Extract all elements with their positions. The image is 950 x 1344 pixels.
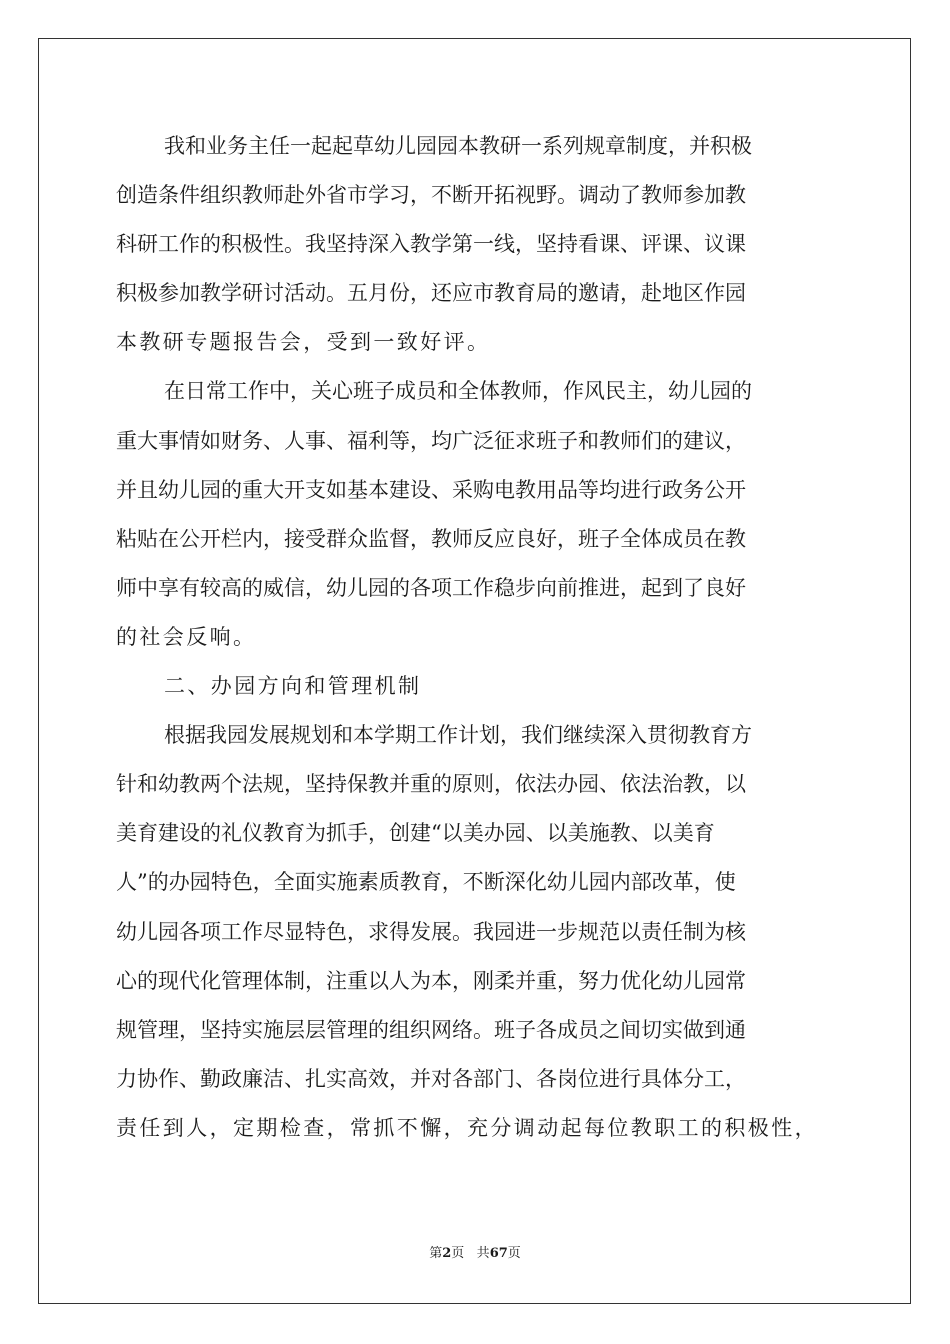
text-line: 力协作、勤政廉洁、扎实高效，并对各部门、各岗位进行具体分工， xyxy=(116,1066,746,1091)
text-line: 幼儿园各项工作尽显特色，求得发展。我园进一步规范以责任制为核 xyxy=(116,919,746,944)
text-line: 师中享有较高的威信，幼儿园的各项工作稳步向前推进，起到了良好 xyxy=(116,575,746,600)
text-line: 在日常工作中，关心班子成员和全体教师，作风民主，幼儿园的 xyxy=(164,379,752,404)
text-line: 责任到人，定期检查，常抓不懈，充分调动起每位教职工的积极性， xyxy=(116,1115,818,1140)
text-line: 重大事情如财务、人事、福利等，均广泛征求班子和教师们的建议， xyxy=(116,428,746,453)
text-line: 针和幼教两个法规，坚持保教并重的原则，依法办园、依法治教，以 xyxy=(116,772,746,797)
total-pages: 67 xyxy=(489,1246,508,1261)
page-number: 2 xyxy=(442,1246,452,1261)
total-prefix: 共 xyxy=(476,1246,490,1261)
text-line: 并且幼儿园的重大开支如基本建设、采购电教用品等均进行政务公开 xyxy=(116,477,746,502)
text-line: 的社会反响。 xyxy=(116,624,257,649)
text-line: 心的现代化管理体制，注重以人为本，刚柔并重，努力优化幼儿园常 xyxy=(116,968,746,993)
page-footer xyxy=(0,1246,950,1262)
text-line: 创造条件组织教师赴外省市学习，不断开拓视野。调动了教师参加教 xyxy=(116,183,746,208)
text-line: 规管理，坚持实施层层管理的组织网络。班子各成员之间切实做到通 xyxy=(116,1017,746,1042)
text-line: 人”的办园特色，全面实施素质教育，不断深化幼儿园内部改革，使 xyxy=(116,870,736,895)
document-body xyxy=(116,122,836,1153)
text-line: 科研工作的积极性。我坚持深入教学第一线，坚持看课、评课、议课 xyxy=(116,232,746,257)
text-line: 美育建设的礼仪教育为抓手，创建“以美办园、以美施教、以美育 xyxy=(116,821,715,846)
section-heading: 二、办园方向和管理机制 xyxy=(164,674,422,699)
text-line: 我和业务主任一起起草幼儿园园本教研一系列规章制度，并积极 xyxy=(164,134,752,158)
text-line: 根据我园发展规划和本学期工作计划，我们继续深入贯彻教育方 xyxy=(164,723,752,748)
page-prefix: 第 xyxy=(429,1246,443,1261)
text-line: 积极参加教学研讨活动。五月份，还应市教育局的邀请，赴地区作园 xyxy=(116,281,746,306)
text-line: 本教研专题报告会，受到一致好评。 xyxy=(116,330,491,355)
text-line: 粘贴在公开栏内，接受群众监督，教师反应良好，班子全体成员在教 xyxy=(116,526,746,551)
page-suffix: 页 xyxy=(451,1246,465,1261)
total-suffix: 页 xyxy=(507,1246,521,1261)
